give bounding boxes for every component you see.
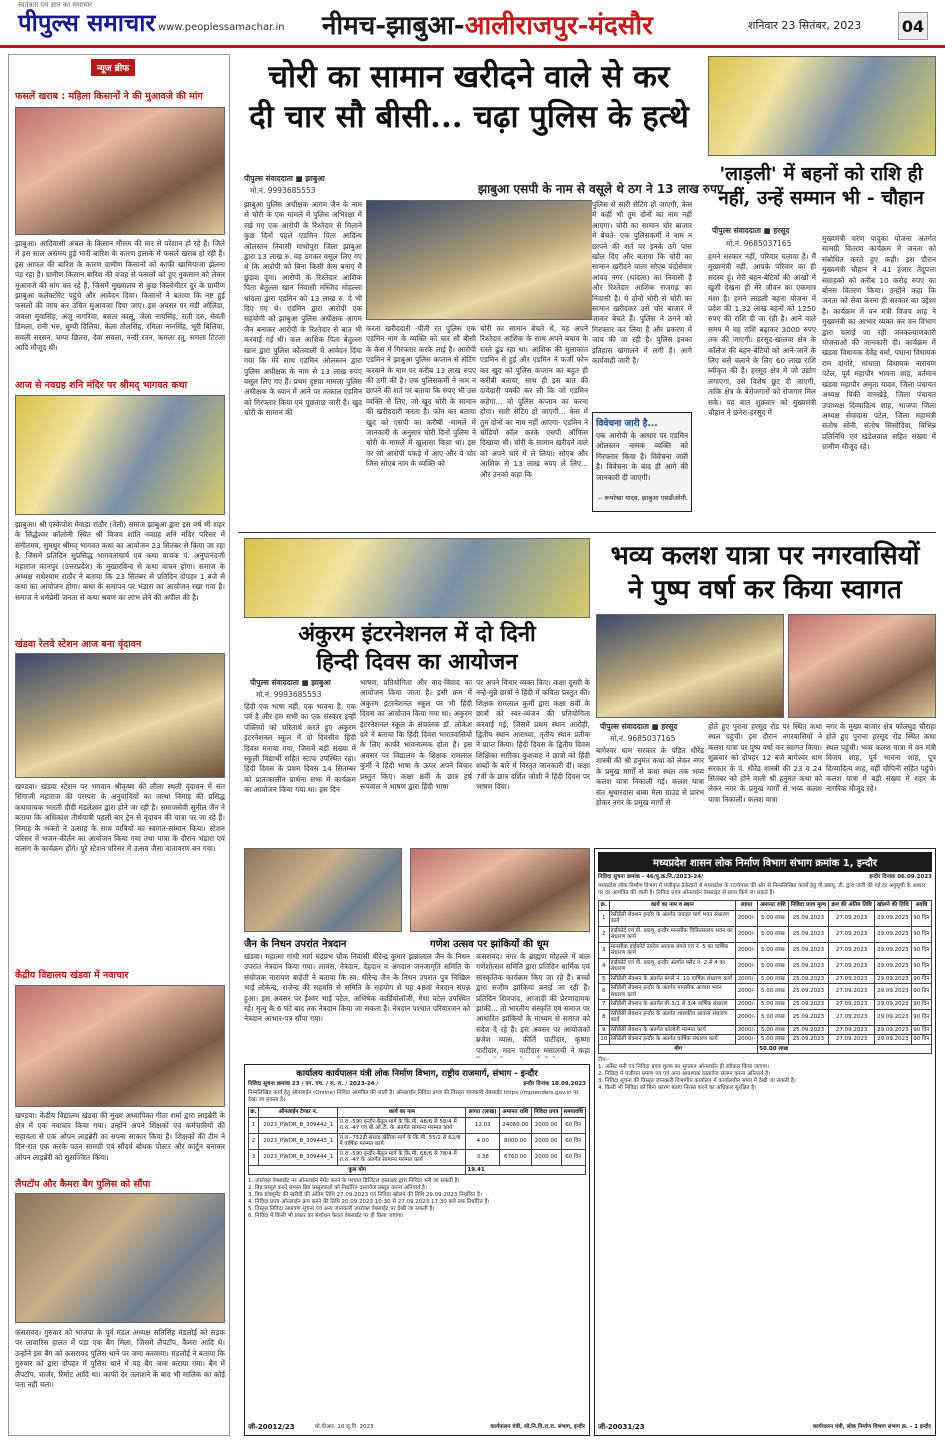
tender-notice-nh bbox=[244, 1064, 590, 1436]
region-part-b: आलीराजपुर-मंदसौर bbox=[464, 11, 653, 41]
ankuram-col-3: पर अपने विचार व्यक्त किए। कक्षा दूसरी के नन्हे-मुन्ने छात्रों ने हिंदी में कविता प्रस्तुत की। शिक्षक रामलाल कुर्मी द्वारा कक्षा 8वीं के छात्रों को स्वर-व्यंजन की प्रतियोगिता करवाई गई, जिसमें प्रथम स्थान आरोही, द्वितीय स्थान आराध्या, तृतीय स्थान प्रतीक ने प्राप्त किया। हिंदी दिवस के द्वितीय दिवस शिक्षिका सारिका कुशवाह ने छात्रों को हिंदी शब्दों के बारे में विस्तृत जानकारी दी। कक्षा 7वीं के छात्र दर्शित जोशी ने हिंदी दिवस पर भाषण दिया। bbox=[476, 678, 590, 792]
ladli-phone: मो.नं. 9685037165 bbox=[726, 239, 792, 248]
news-brief-column bbox=[8, 54, 230, 1436]
quote-box bbox=[592, 412, 692, 512]
tender1-cell: 2000.00 bbox=[531, 1149, 561, 1165]
ganesh-body: कसरावद। नगर के ब्राह्मण मोहल्ले में बाल गणेशोत्सव समिति द्वारा प्रतिदिन धार्मिक एवं सांस्कृतिक कार्यक्रम किए जा रहे हैं। बच्चों द्वारा सजीव झांकियां बनाई जा रही हैं। प्रतिदिन शिवपाद, आजादी की प्रेरणादायक झांकी... तो भारतीय संस्कृति एवं समाज पर आधारित झांकियों के माध्यम से समाज को संदेश दे रहे हैं। इस अवसर पर आयोजकों ब्रजेश व्यास, कीर्ति पाटीदार, कृष्णा पाटीदार, मदन पाटीदार मसालची ने कहा bbox=[476, 952, 590, 1055]
tender2-note: 1. अर्नेस्ट मनी एवं निविदा प्रपत्र शुल्क का भुगतान ऑनलाईन ही स्वीकार किया जाएगा। bbox=[598, 1064, 770, 1070]
date-line: शनिवार 23 सितंबर, 2023 bbox=[748, 19, 862, 32]
tender2-cell: 27.09.2023 bbox=[829, 910, 875, 926]
tender2-cell: 7 bbox=[599, 1000, 610, 1010]
tender1-cell: 60 दिन bbox=[561, 1149, 585, 1165]
lead-headline-line2: दी चार सौ बीसी... चढ़ा पुलिस के हत्थे bbox=[249, 99, 689, 135]
tender2-cell: 2000/- bbox=[736, 958, 758, 974]
tender2-cell: 2 bbox=[599, 926, 610, 942]
brief-headline-bhagwat: आज से नवग्रह शनि मंदिर पर श्रीमद् भागवत कथा bbox=[15, 380, 188, 391]
news-brief-tag: न्यूज ब्रीफ bbox=[91, 59, 135, 76]
tender2-cell: 5.00 लाख bbox=[758, 958, 789, 974]
tender1-cell: 2023_PWDR_B_309444_1 bbox=[259, 1149, 338, 1165]
tender2-cell: रेसीडेंसी सेक्शन के अंतर्गत कॉलोनी मरम्मत कार्य bbox=[609, 1025, 736, 1035]
tender2-cell: मानसीक हाईकोर्ट उपरेल आवास बंगले एवं नं. 5 का वार्षिक संधारण कार्य bbox=[609, 942, 736, 958]
tender2-cell: 25.09.2023 bbox=[788, 1035, 829, 1045]
tender1-header-6: समयावधि bbox=[561, 1108, 585, 1118]
tender2-cell: रेसीडेंसी सेक्शन के अंतर्गत बी-3/1 से 3/4 वार्षिक संधारण bbox=[609, 1000, 736, 1010]
tender2-cell: 90 दिन bbox=[911, 942, 931, 958]
kalash-col-3: नगर के मुख्य बाजार क्षेत्र फोलघुड़ चौराहा होते हुए पुराना हरसूद रोड स्थित कथा स्थल पहुंची। भव्य कलश यात्रा में वन मंत्री विजय शाह, पूर्व भावना शाह, पूत्र दिव्यादित्य शाह, वहीं चौपिनी सहित पहुंचे। कलश यात्रा में बड़ी संख्या में शहर के नागरिक मौजूद रहे। bbox=[826, 722, 936, 794]
tender2-cell: 27.09.2023 bbox=[829, 974, 875, 984]
table-row bbox=[599, 984, 932, 1000]
tender1-cell: 12.03 bbox=[466, 1117, 500, 1133]
photo-ganesh-tableau bbox=[410, 848, 590, 932]
tender1-header-0: क्र. bbox=[250, 1109, 257, 1115]
tender1-note: 5. विस्तृत निविदा आमंत्रण सूचना एवं अन्य जानकारी उपरोक्त वेबसाईट पर देखी जा सकती है। bbox=[248, 1206, 435, 1212]
tender2-cell: 5.00 लाख bbox=[758, 1009, 789, 1025]
tender1-cell: 4.00 bbox=[466, 1133, 500, 1149]
tender2-cell: हाईकोर्ट एवं पी. डब्ल्यू. इन्दौर मानसीक चिकित्सालय भवन का संधारण कार्य bbox=[609, 926, 736, 942]
tender2-cell: 2000/- bbox=[736, 910, 758, 926]
tender1-cell: 60 दिन bbox=[561, 1133, 585, 1149]
tender2-note: 4. किसी भी निविदा को बिना कारण बताए निरस्त करने का अधिकार सुरक्षित है। bbox=[598, 1085, 757, 1091]
ladli-col-2: मुख्यमंत्री चरण पादुका योजना अंतर्गत सामग्री वितरण कार्यक्रम में जनता को संबोधित करते हुए कही। इस दौरान मुख्यमंत्री चौहान ने 41 हजार तेंदूपत्ता संग्राहकों को करीब 10 करोड़ रुपए का बोनस वितरण किया। उन्होंने कहा कि जनता को सेवा करना ही सरकार का उद्देश्य है। कार्यक्रम में वन मंत्री विजय शाह ने मुख्यमंत्री का आभार व्यक्त कर वन विभाग द्वारा चलाई जा रही जनकल्याणकारी योजनाओं की जानकारी दी। कार्यक्रम में खंडवा विधायक देवेंद्र वर्मा, पंधाना विधायक राम दांगोरे, मांधाता विधायक नारायण पटेल, पूर्व महापौर भावना शाह, वर्तमान खंडवा महापौर अमृता यादव, जिला पंचायत अध्यक्ष पिंकी वानखेड़े, जिला पंचायत उपाध्यक्ष दिव्यादित्य शाह, भाजपा जिला अध्यक्ष सेवादास पटेल, जिला महामंत्री संतोष सोनी, संतोष सिसोदिया, विभिन्न प्रतिनिधि एवं खंडेलवाल सहित संख्या में ग्रामीण मौजूद रहे। bbox=[822, 234, 936, 452]
tender2-cell: 90 दिन bbox=[911, 926, 931, 942]
tender2-cell: 29.09.2023 bbox=[875, 974, 912, 984]
page-number: 04 bbox=[898, 12, 928, 40]
kalash-col-2: होते हुए पुराना हरसूद रोड पर स्थित कथा स्थल पहुंची। इस दौरान नगरवासियों ने कलश यात्रा पर पुष्प वर्षा कर स्वागत किया। शुक्रवार को दोपहर 12 बजे बागेश्वर धाम सरकार के पं. धीरेंद्र शास्त्री की 23 व 24 सितंबर को होने वाली श्री हनुमंत कथा को लेकर नगर के प्रमुख मार्गों से भव्य कलश यात्रा निकाली। कलश यात्रा bbox=[708, 722, 822, 804]
tender1-header-1: ऑनलाईन टेण्डर नं. bbox=[259, 1108, 338, 1118]
tender2-cell: 29.09.2023 bbox=[875, 958, 912, 974]
tender2-cell: रेसीडेंसी सेक्शन इन्दौर के अंतर्गत जवाहर मार्ग भवन संधारण कार्य bbox=[609, 910, 736, 926]
brief-headline-kv: केंद्रीय विद्यालय खंडवा में नवाचार bbox=[15, 970, 129, 981]
photo-women-farmers bbox=[15, 107, 225, 235]
lead-col-1: झाबुआ पुलिस अधीक्षक आगम जैन के नाम से चोरी के एक मामले में पुलिस अभिरक्षा में रखे गए एक आरोपी के रिश्तेदार से मिलाने कुछ दिनों पहले एडमिन पिता आदित्य ओलस्तन निवासी माधोपुरा जिला झाबुआ द्वारा 13 लाख रु. वह ठगकर वसूल लिए गए थे कि आरोपी को बिना किसी केस बनाए मैं छुड़वा दूंगा। आरोपी के रिश्तेदार आशिक पिता बेतुल्ला खान निवासी मस्जिद मोहल्ला थांदला द्वारा एडमिन को 13 लाख रु. दे भी दिए गए थे। एडमिन द्वारा आरोपी एक सहयोगी को झाबुआ पुलिस अधीक्षक आगम जैन बनाकर आरोपी के रिश्तेदार से बात भी करवाई गई थी। कल आशिक पिता बेतुल्ला खान द्वारा पुलिस कोतवाली में आवेदन दिया गया कि मेरे साथ एडमिन ओलस्तन द्वारा पुलिस अधीक्षक के नाम से 13 लाख रुपए वसूल लिए गए हैं। प्रथम दृष्टया मामला पुलिस अधीक्षक के ध्यान में आने पर तत्काल एडमिन को गिरफ्तार किया एवं पूछताछ जारी है। खुद चोरी के सामान की bbox=[244, 200, 362, 418]
tender1-cell: 8000.00 bbox=[500, 1133, 532, 1149]
quote-title: विवेचना जारी है... bbox=[596, 419, 658, 429]
tender1-footer-ref: मो.पीआर. 10 सू.वि. 2023 bbox=[315, 1424, 374, 1430]
tender2-header-3: अमानत राशि bbox=[758, 901, 789, 911]
brief-headline-laptop: लैपटॉप और कैमरा बैग पुलिस को सौंपा bbox=[15, 1179, 151, 1190]
tender2-cell: 90 दिन bbox=[911, 974, 931, 984]
tender2-cell: 5.00 लाख bbox=[758, 926, 789, 942]
tender1-header-4: अमानत राशि bbox=[500, 1108, 532, 1118]
tender2-cell: 5.00 लाख bbox=[758, 910, 789, 926]
ladli-byline: पीपुल्स संवाददाता ■ हरसूद bbox=[712, 226, 790, 235]
tender1-table bbox=[248, 1107, 586, 1175]
kalash-headline-line2: ने पुष्प वर्षा कर किया स्वागत bbox=[628, 575, 902, 605]
table-row bbox=[249, 1133, 586, 1149]
ganesh-caption: गणेश उत्सव पर झांकियों की धूम bbox=[430, 939, 549, 950]
photo-flower-welcome bbox=[788, 614, 936, 718]
tender1-cell: 3.38 bbox=[466, 1149, 500, 1165]
region-part-a: नीमच-झाबुआ- bbox=[322, 11, 465, 41]
tender2-note: 2. निविदा में पंजीयन प्रमाण पत्र एवं अन्य आवश्यक दस्तावेज संलग्न करना अनिवार्य है। bbox=[598, 1071, 771, 1077]
tender2-cell: 5.00 लाख bbox=[758, 1035, 789, 1045]
tender2-cell: 5.00 लाख bbox=[758, 1025, 789, 1035]
tender2-cell: 90 दिन bbox=[911, 910, 931, 926]
tender1-cell: 2023_PWDR_B_309443_1 bbox=[259, 1133, 338, 1149]
tender2-cell: 25.09.2023 bbox=[788, 942, 829, 958]
tender2-note: टीप:- bbox=[598, 1057, 610, 1063]
tender1-total-label: कुल योग bbox=[249, 1165, 466, 1175]
table-row bbox=[249, 1117, 586, 1133]
quote-body: एक आरोपी के आधार पर एडमिन ओलस्तन नामक व्यक्ति को गिरफ्तार किया है। विवेचना जारी है। विवेचना के बाद ही आगे की जानकारी दी जाएगी। bbox=[596, 431, 688, 482]
photo-school-students bbox=[244, 538, 590, 618]
tender2-cell: 27.09.2023 bbox=[829, 1009, 875, 1025]
tender2-cell: 25.09.2023 bbox=[788, 1009, 829, 1025]
tender2-cell: 25.09.2023 bbox=[788, 1000, 829, 1010]
tender2-header-4: निविदा प्रपत्र मूल्य bbox=[788, 901, 829, 911]
brief-headline-khandwa: खंडवा रेलवे स्टेशन आज बना वृंदावन bbox=[15, 639, 142, 650]
tender2-cell: 90 दिन bbox=[911, 984, 931, 1000]
tender2-cell: 6 bbox=[599, 984, 610, 1000]
tender2-cell: 2000/- bbox=[736, 1035, 758, 1045]
brief-body-khandwa: खण्डवा। खंडवा स्टेशन पर भगवान श्रीकृष्ण की लीला स्थली वृंदावन में संत सिंगाजी महाराज की परम्परा के अनुयायियों का जत्था निमाड़ की प्रसिद्ध कथावाचक भारती दीदी मंडलेश्वर द्वारा होने जा रही है। समाजसेवी सुनील जैन ने बताया कि अधिकांश तीर्थयात्री पहली बार ट्रेन से वृंदावन की यात्रा पर जा रहे हैं। निमाड़ के भक्तों ने उत्साह के साथ यात्रियों का स्वागत-सम्मान किया। स्टेशन परिसर में भजन-कीर्तन का आयोजन किया गया तथा यात्रा के दौरान भंडारा एवं सत्संग के कार्यक्रम होंगे। पूरे स्टेशन परिसर में उत्सव जैसा वातावरण बन गया। bbox=[15, 782, 225, 854]
newspaper-logo[interactable]: पीपुल्स समाचार bbox=[18, 8, 156, 37]
tender2-cell: 25.09.2023 bbox=[788, 974, 829, 984]
tender2-cell: 29.09.2023 bbox=[875, 1035, 912, 1045]
tender2-cell: 29.09.2023 bbox=[875, 1009, 912, 1025]
tender2-cell: 29.09.2023 bbox=[875, 942, 912, 958]
tender2-cell: 27.09.2023 bbox=[829, 984, 875, 1000]
tender2-cell: 90 दिन bbox=[911, 1009, 931, 1025]
table-row bbox=[599, 926, 932, 942]
tender2-cell: 2000/- bbox=[736, 984, 758, 1000]
tender2-cell: 90 दिन bbox=[911, 1000, 931, 1010]
tender2-notice-no: निविदा सूचना क्रमांक - 46/पु.क्र.नि./2023-24/ bbox=[598, 874, 704, 880]
table-row bbox=[599, 1035, 932, 1045]
table-row bbox=[599, 958, 932, 974]
tender2-cell: 2000/- bbox=[736, 926, 758, 942]
photo-railway-station bbox=[15, 653, 225, 778]
ladli-col-1: हमने सरकार नहीं, परिवार चलाया है। मैं मुख्यमंत्री नहीं, आपके परिवार का ही सदस्य हूं। मेरी बहन-बेटियों की आंखों में खुशी देखना ही मेरे जीवन का एकमात्र मंशा है। हमने लाड़ली बहना योजना में प्रदेश की 1.32 लाख बहनों को 1250 रुपए की राशि दी जा रही है। आने वाले समय में यह राशि बढ़ाकर 3000 रुपए तक की जाएगी। हरसूद-खालवा क्षेत्र के कॉलेज की बहन-बेटियों को आने-जाने के लिए बसें चलाने के लिए 60 लाख राशि स्वीकृत की है। हरसूद क्षेत्र में जो उद्योग लगाएगा, उसे विशेष छूट दी जाएगी, ताकि क्षेत्र के बेरोजगारों को रोजगार मिल सके। यह बात शुक्रवार को मुख्यमंत्री चौहान ने छनेरा-हरसूद में bbox=[708, 252, 816, 418]
table-row bbox=[249, 1149, 586, 1165]
brief-headline-crops: फसलें खराब : महिला किसानों ने की मुआवजे की मांग bbox=[15, 91, 203, 102]
tender1-header-5: निविदा प्रपत्र bbox=[531, 1108, 561, 1118]
ankuram-headline-line2: हिन्दी दिवस का आयोजन bbox=[316, 649, 518, 675]
tender2-title: मध्यप्रदेश शासन लोक निर्माण विभाग संभाग क्रमांक 1, इन्दौर bbox=[598, 852, 932, 872]
tender1-title: कार्यालय कार्यपालन यंत्री लोक निर्माण विभाग, राष्ट्रीय राजमार्ग, संभाग - इन्दौर bbox=[296, 1069, 538, 1079]
tender-notice-pwd bbox=[594, 848, 936, 1436]
tender2-cell: 27.09.2023 bbox=[829, 1025, 875, 1035]
tender2-cell: 27.09.2023 bbox=[829, 958, 875, 974]
tender2-cell: 2000/- bbox=[736, 1000, 758, 1010]
photo-police-station bbox=[15, 1193, 225, 1323]
tender2-cell: 27.09.2023 bbox=[829, 942, 875, 958]
tender2-cell: 3 bbox=[599, 942, 610, 958]
photo-cm-rally bbox=[708, 56, 936, 156]
tender1-cell: 24060.00 bbox=[500, 1117, 532, 1133]
tender2-cell: रेसीडेंसी सेक्शन इन्दौर के अंतर्गत शासकीय आवास संधारण कार्य bbox=[609, 1009, 736, 1025]
tender2-total-value: 50.00 लाख bbox=[758, 1044, 932, 1054]
tender1-cell: 2000.00 bbox=[531, 1117, 561, 1133]
tender1-header-2: कार्य का नाम bbox=[338, 1108, 466, 1118]
tender2-header-2: लागत bbox=[736, 901, 758, 911]
website-link[interactable]: www.peoplessamachar.in bbox=[158, 22, 285, 33]
tender2-cell: हाईकोर्ट एवं पी. डब्ल्यू. इन्दौर अंतर्गत फ्लैट नं. 2 से 4 का संधारण bbox=[609, 958, 736, 974]
tender1-cell: रा.रा.-59ए इन्दौर-बैतूल मार्ग के कि.मी. 48/6 से 58/4 में रा.रा.-47 एवं बी.ओ.टी. के अंतर्गत सामान्य मरम्मत कार्य bbox=[338, 1117, 466, 1133]
tender2-cell: 29.09.2023 bbox=[875, 910, 912, 926]
tender1-cell: रा.रा.-59ए इन्दौर-बैतूल मार्ग के कि.मी. 68/6 से 78/4 में रा.रा.-47 के अंतर्गत सामान्य मरम्मत कार्य bbox=[338, 1149, 466, 1165]
table-row bbox=[599, 974, 932, 984]
tender1-cell: 2 bbox=[249, 1133, 259, 1149]
tender2-header-7: अवधि bbox=[911, 901, 931, 911]
tender1-date: इन्दौर दिनांक 18.09.2023 bbox=[523, 1081, 586, 1087]
tender1-note: 3. बिड डॉक्यूमेंट की खरीदी की अंतिम तिथि 27.09.2023 एवं निविदा खोलने की तिथि 29.09.2023 निर्धारित है। bbox=[248, 1192, 482, 1198]
tender1-cell: रा.रा.-752डी संधवा खेतिया मार्ग के कि.मी. 55/2 से 62/8 में वार्षिक मरम्मत कार्य bbox=[338, 1133, 466, 1149]
photo-eye-donation bbox=[244, 848, 402, 932]
tender2-cell: 25.09.2023 bbox=[788, 926, 829, 942]
masthead-tagline: स्वतंत्रता एवं ज्ञान का समाचार bbox=[18, 1, 93, 9]
tender2-note: 3. निविदा सूचना की विस्तृत जानकारी विभागीय कार्यालय में कार्यालयीन समय में देखी जा सकती है। bbox=[598, 1078, 796, 1084]
lead-col-4: पुलिस से सारी सेटिंग हो जाएगी, केस में कहीं भी तुम दोनों का नाम नहीं आएगा। चोरी का सामान चोर बाजार में बेचते- एक पुलिसकर्मी ने नाम न छापने की शर्त पर इनके ठगे पास खोल दिए और बताया कि चोरी का सामान खरीदने वाला सोएब वंदोसेवार आंवद नगर (थांदला) का निवासी है और रिश्तेदार आशिक राजगढ़ का निवासी है। ये दोनों चोरी से चोरी का सामान खरीदकर उसे चोर बाजार में जाकर बेचते हैं। पुलिस ने ठगने को गिरफ्तार कर लिया है और प्रकरण में जांच की जा रही है। पुलिस इनका इतिहास खंगालने में लगी है। आगे कार्यवाही जारी है। bbox=[592, 200, 692, 528]
lead-byline: पीपुल्स संवाददाता ■ झाबुआ bbox=[244, 174, 325, 183]
tender2-cell: 29.09.2023 bbox=[875, 1025, 912, 1035]
brief-body-kv: खण्डवा। केंद्रीय विद्यालय खंडवा की मुख्य अध्यापिका गीता शर्मा द्वारा लाइब्रेरी के क्षेत्र में एक नवाचार किया गया। उन्होंने अपने शिक्षकों एवं कर्मचारियों की सहायता से एक ओपन लाइब्रेरी का सपना साकार किया है। शिक्षकों की टीम ने दिन-रात एक करके पठन सामग्री एवं सौंदर्य बोधक पोस्टर और कार्टून बनाकर ओपन लाइब्रेरी को सुसज्जित किया। bbox=[15, 1111, 225, 1162]
tender1-cell: 60 दिन bbox=[561, 1117, 585, 1133]
jain-body: खंडवा। महात्मा गांधी मार्ग चंद्रप्रभ चौक निवासी धीरेन्द्र कुमार झन्नालाल जैन के निधन उपरांत नेत्रदान किया गया। लायंस, नेत्रदान, देहदान व अंगदान जनजागृति समिति के संयोजक नारायण बाहेती ने बताया कि स्व. धीरेन्द्र जैन के निधन उपरांत पुत्र निखिल भाई लोकेन्द्र, राजेन्द्र की सहमति से समिति के सहयोग से यह 48वां नेत्रदान संपन्न हुआ। इस अवसर पर ईश्वर भाई पटेल, अभिषेक कार्डियोलॉजी, मेधा पटेल उपस्थित रहे। मृत्यु के 6 घंटे बाद तक नेत्रदान किया जा सकता है। नेत्रदान पश्चात परिवारजन को नेत्रदान आभार-पत्र सौंपा गया। bbox=[244, 952, 470, 1024]
tender1-note: 1. उपरोक्त वेबसाईट पर ऑनलाईन पेमेंट करने के पश्चात डिजिटल हस्ताक्षर द्वारा निविदा भरी जा सकती है। bbox=[248, 1178, 460, 1184]
tender2-cell: 29.09.2023 bbox=[875, 926, 912, 942]
tender2-cell: 1 bbox=[599, 910, 610, 926]
tender2-cell: 25.09.2023 bbox=[788, 1025, 829, 1035]
tender2-cell: 27.09.2023 bbox=[829, 1000, 875, 1010]
tender2-date: इन्दौर दिनांक 06.09.2023 bbox=[869, 874, 932, 880]
tender2-cell: 9 bbox=[599, 1025, 610, 1035]
quote-attribution: -- रूपरेखा यादव, झाबुआ एसडीओपी. bbox=[597, 494, 688, 502]
ankuram-headline-line1: अंकुरम इंटरनेशनल में दो दिनी bbox=[298, 621, 536, 647]
tender2-cell: 5.00 लाख bbox=[758, 984, 789, 1000]
ankuram-col-2: भाषण, प्रतियोगिता और वाद-विवाद का आयोजन किया जाता है। इसी क्रम में अंकुरम इंटरनेशनल स्कूल पर भी हिंदी दिवस का आयोजन किया गया था। अंकुरम इंटरनेशनल स्कूल के संचालक डॉ. लोकेश दवे ने बताया कि हिंदी दिवस भारतवासियों के लिए काफी भावनात्मक होता है। इस अवसर पर विद्यालय के शिक्षक रामलाल कुर्मी ने हिंदी भाषा के ऊपर अपने विचार प्रस्तुत किए। कक्षा 8वीं के छात्र हर्ष रूपवाल ने भाषण द्वारा हिंदी भाषा bbox=[360, 678, 472, 792]
kalash-byline: पीपुल्स संवाददाता ■ हरसूद bbox=[600, 722, 678, 731]
tender1-footer-code: जी-20012/23 bbox=[248, 1423, 295, 1431]
table-row bbox=[599, 1009, 932, 1025]
tender1-cell: 3 bbox=[249, 1149, 259, 1165]
table-row bbox=[599, 1025, 932, 1035]
tender2-cell: 5 bbox=[599, 974, 610, 984]
tender2-cell: 2000/- bbox=[736, 942, 758, 958]
tender2-cell: 90 दिन bbox=[911, 958, 931, 974]
ankuram-phone: मो.नं. 9993685553 bbox=[256, 690, 322, 699]
tender2-cell: 29.09.2023 bbox=[875, 984, 912, 1000]
tender2-cell: 25.09.2023 bbox=[788, 958, 829, 974]
brief-body-crops: झाबुआ। आदिवासी अंचल के किसान मौसम की मार से परेशान हो रहे हैं। जिले में इस साल असमय हुई भारी बारिश के कारण इलाके में फसलें खराब हो रही हैं। इस आफत की बारिश के कारण ग्रामीण किसानों को काफी खामियाजा झेलना पड़ रहा है। ग्रामीण किसान बारिश की वजह से फसलों को हुए नुकसान को लेकर मुआवजे की मांग कर रहे हैं, जिसमें मुख्यालय से कुछ किलोमीटर दूर के ग्रामीण झाबुआ कलेक्टोरेट पहुंचे और आवेदन दिया। किसानों ने बताया कि नष्ट हुई फसलों की जांच कर उचित मुआवजा दिया जाए। इस अवसर पर मंडी ओलिंडा, जवला मुवासिंह, अंजु नागरिया, बसता कालू, जेला नायसिंह, राती दरु, सेवंती डिमला, रानी भरु, थुम्पी दिलिया, केला तोलसिंह, रमिला नानसिंह, भूरी बिलिया, सवली सरसन, चम्पा छितरा, देवा सवला, नन्दी रतन, कमला रतु, समला टिटला आदि मौजूद थीं। bbox=[15, 239, 225, 353]
tender2-cell: 90 दिन bbox=[911, 1035, 931, 1045]
tender2-intro: मध्यप्रदेश लोक निर्माण विभाग में पंजीकृत ठेकेदारों से मध्यप्रदेश के राज्यपाल की ओर से निम्नलिखित कार्यों हेतु पी.डब्ल्यू. डी. द्वारा जारी की गई दर अनुसूची के आधार पर दर आमंत्रित की जाती है। निविदा प्रपत्र ऑनलाईन वेबसाइट से प्राप्त किये जा सकते हैं। bbox=[598, 883, 926, 896]
tender2-header-6: खोलने की तिथि bbox=[875, 901, 912, 911]
tender2-total-label: योग bbox=[599, 1044, 758, 1054]
tender2-footer-code: जी-20031/23 bbox=[598, 1423, 645, 1431]
tender2-cell: 27.09.2023 bbox=[829, 1035, 875, 1045]
tender1-cell: 1 bbox=[249, 1117, 259, 1133]
table-row bbox=[599, 910, 932, 926]
tender2-cell: रेसीडेंसी सेक्शन के अंतर्गत बंगले नं. 10 वार्षिक संधारण कार्य bbox=[609, 974, 736, 984]
photo-library bbox=[15, 985, 225, 1107]
tender2-cell: 29.09.2023 bbox=[875, 1000, 912, 1010]
tender2-header-5: क्रय की अंतिम तिथि bbox=[829, 901, 875, 911]
lead-phone: मो.नं. 9993685553 bbox=[250, 186, 316, 195]
tender2-cell: 5.00 लाख bbox=[758, 942, 789, 958]
lead-col-2: करता खरीददारी -पीती रत पुलिस एक एडमिन नाम के व्यक्ति को चार सौ बीसी के केस में गिरफ्तार करके लाई है। आरोपी एडमिन ने झाबुआ पुलिस कप्तान से सेटिंग करवाने के नाम पर करीब 13 लाख रुपए की ठगी की है। एक पुलिसकर्मी ने नाम न छापने की शर्त पर बताया कि रुपए भी उस व्यक्ति से लिए, जो खुद चोरी के सामान की खरीददारी करता है। फोन कर बताया खुद को एसपी का करीबी -मामले में जानकारी के अनुसार चोरी दिनों पुलिस ने चोरी के मामले में खुलासा किया था। इस पर जो आरोपी पकड़े में आए और ये चोर जिस सोएब नाम के व्यक्ति को bbox=[366, 324, 476, 469]
tender2-cell: 2000/- bbox=[736, 974, 758, 984]
tender1-note: 4. निविदा प्रपत्र ऑनलाईन क्रय करने की तिथि 20.09.2023 10:30 से 27.09.2023 17:30 बजे तक निर्धारित है। bbox=[248, 1199, 490, 1205]
tender2-cell: 5.00 लाख bbox=[758, 1000, 789, 1010]
ladli-headline: 'लाड़ली' में बहनों को राशि ही नहीं, उन्हें सम्मान भी - चौहान bbox=[718, 163, 924, 209]
divider-1 bbox=[238, 532, 936, 533]
tender2-cell: 27.09.2023 bbox=[829, 926, 875, 942]
tender2-header-0: क्र. bbox=[599, 901, 610, 911]
tender1-cell: 6760.00 bbox=[500, 1149, 532, 1165]
tender2-cell: 4 bbox=[599, 958, 610, 974]
kalash-phone: मो.नं. 9685037165 bbox=[610, 734, 676, 743]
tender1-note: 6. निविदा में किसी भी प्रकार का संशोधन केवल वेबसाईट पर ही किया जाएगा। bbox=[248, 1213, 404, 1219]
table-row bbox=[599, 942, 932, 958]
tender1-note: 2. बिड प्रस्तुत करने समस्त बिड प्रस्तुतकर्ता को निर्धारित दस्तावेज प्रस्तुत करना अनिवार्य है। bbox=[248, 1185, 428, 1191]
tender2-cell: 25.09.2023 bbox=[788, 984, 829, 1000]
tender2-table bbox=[598, 900, 932, 1054]
tender2-cell: 10 bbox=[600, 1036, 608, 1042]
kalash-headline-line1: भव्य कलश यात्रा पर नगरवासियों bbox=[610, 541, 920, 571]
brief-body-laptop: कसरावद। गुरुवार को भाजपा के पूर्व मंडल अध्यक्ष सतिसिंह मंडलोई को सड़क पर लावारिस हालत में पड़ा एक बैग मिला, जिसमें लैपटॉप, कैमरा आदि थे। उन्होंने इस बैग को कसरावद पुलिस थाने पर जमा करवाया। मंडलोई ने बताया कि गुरुवार को द्वारा दोपहर में पुलिस थाने में यह बैग जमा कराया गया। बैग में लैपटॉप, चार्जर, रिमोट आदि था। काफी देर तलाशने के बाद भी मालिक का कोई पता नहीं चला। bbox=[15, 1328, 225, 1390]
tender2-cell: रेसीडेंसी सेक्शन इन्दौर के अंतर्गत मानसीक आवास भवन संधारण कार्य bbox=[609, 984, 736, 1000]
tender1-cell: 2000.00 bbox=[531, 1133, 561, 1149]
ankuram-byline: पीपुल्स संवाददाता ■ झाबुआ bbox=[250, 678, 331, 687]
lead-headline-line1: चोरी का सामान खरीदने वाले से कर bbox=[268, 59, 670, 95]
tender1-cell: 2023_PWDR_B_309442_1 bbox=[259, 1117, 338, 1133]
lead-col-3: चोरी का सामान बेचते थे, वह अपने रिश्तेदार आशिक के साथ अपने बचाव के रास्ते ढूंढ रहा था। आशिक की मुलाकात एडमिन से हुई और एडमिन ने फर्जी फोन कर खुद को पुलिस कप्तान का बहुत ही करीबी बताया, साथ ही इस बात की दावेदारी पक्की कर ली कि जो एडमिन कहेगा... वो पुलिस कप्तान का करना होगा। सारी सेटिंग हो जाएगी... केस में तुम दोनों का नाम नहीं आएगा- एडमिन ने चोंडियों कॉल करके एसपी ऑफिस दिखाया थी। चोरी के सामान खरीदने वाले को अपने चारे में ले लिया। सोएब और आशिक से 13 लाख रुपए ले लिए... और उनको कहा कि bbox=[480, 324, 588, 479]
tender2-header-1: कार्य का नाम व स्थान bbox=[609, 901, 736, 911]
ankuram-col-1: हिंदी एक भाषा नहीं, एक भावना है, एक पर्व है और हम सभी का एक संस्कार इन्हीं पंक्तियों को चरितार्थ करते हुए अंकुरम इंटरनेशनल स्कूल में दो दिवसीय हिंदी दिवस मनाया गया, जिसमें बड़ी संख्या में स्कूली विद्यार्थी सहित स्टाफ उपस्थित रहा। हिंदी दिवस के प्रथम दिवस 14 सितम्बर को प्रातःकालीन प्रार्थना सभा में कार्यक्रम का आयोजन किया गया था। इस दिन bbox=[244, 702, 356, 795]
tender2-cell: 2000/- bbox=[736, 1009, 758, 1025]
lead-deck: झाबुआ एसपी के नाम से वसूले थे ठग ने 13 लाख रुपए bbox=[478, 182, 724, 196]
tender2-cell: 90 दिन bbox=[911, 1025, 931, 1035]
tender1-notice-no: निविदा सूचना क्रमांक 23 / एन. एच. / रा. रा. / 2023-24 / bbox=[248, 1081, 379, 1087]
tender1-total-value: 19.41 bbox=[466, 1165, 586, 1175]
tender2-cell: रेसीडेंसी सेक्शन इन्दौर के अंतर्गत वार्षिक संधारण कार्य bbox=[609, 1035, 736, 1045]
tender2-cell: 2000/- bbox=[736, 1025, 758, 1035]
tender2-signatory: कार्यपालन यंत्री, लोक निर्माण विभाग संभाग क्र. - 1 इन्दौर bbox=[812, 1424, 931, 1430]
photo-kalash-yatra bbox=[596, 614, 784, 718]
tender1-signatory: कार्यपालन यंत्री, लो.नि.वि.रा.रा. संभाग, इन्दौर bbox=[490, 1424, 585, 1430]
tender2-cell: 5.00 लाख bbox=[758, 974, 789, 984]
jain-caption: जैन के निधन उपरांत नेत्रदान bbox=[244, 939, 347, 950]
tender2-cell: 8 bbox=[599, 1009, 610, 1025]
kalash-col-1: बागेश्वर धाम सरकार के पंडित धीरेंद्र शास्त्री की श्री हनुमंत कथा को लेकर नगर के प्रमुख मार्गों से कथा स्थल तक भव्य कलश यात्रा निकाली गई। कलश यात्रा संत श्रुधारदास बाबा मेला ग्राउंड से प्रारंभ होकर नगर के प्रमुख मार्गों से bbox=[596, 746, 704, 808]
tender2-cell: 25.09.2023 bbox=[788, 910, 829, 926]
brief-body-bhagwat: झाबुआ। श्री एस्केपोश मेवाड़ा राठौर (तेली) समाज झाबुआ द्वारा इस वर्ष भी शहर के सिद्धेश्वर कॉलोनी स्थित श्री विजय शांति नवग्रह शनि मंदिर परिसर में संगीतमय, सुमधुर श्रीमद् भागवत कथा का आयोजन 23 सितंबर से किया जा रहा है, जिसमें प्रतिदिन सुप्रसिद्ध भागवताचार्य एवं कथा वाचक पं. अनुपानंदजी महाराज कानपुर (उत्तरप्रदेश) के मुखारविन्द से कथा वाचन होगा। समाज के अध्यक्ष राधेश्याम राठौर ने बताया कि 23 सितंबर से प्रतिदिन दोपहर 1 बजे से कथा का आयोजन होगा। कथा के समापन पर भंडारा का आयोजन रखा गया है। समाज ने धर्मप्रेमी जनता से कथा श्रवण का लाभ लेने की अपील की है। bbox=[15, 520, 225, 602]
table-row bbox=[599, 1000, 932, 1010]
photo-shani-temple bbox=[15, 395, 225, 515]
tender1-header-3: लागत (लाख) bbox=[466, 1108, 500, 1118]
tender1-intro: निम्नलिखित कार्य हेतु ऑनलाईन (Online) निविदा आमंत्रित की जाती है। ऑनलाईन निविदा प्रपत्र की विस्तृत जानकारी वेबसाईट https://mptenders.gov.in पर देखा जा सकता है। bbox=[248, 1090, 579, 1103]
edition-regions bbox=[322, 6, 653, 42]
